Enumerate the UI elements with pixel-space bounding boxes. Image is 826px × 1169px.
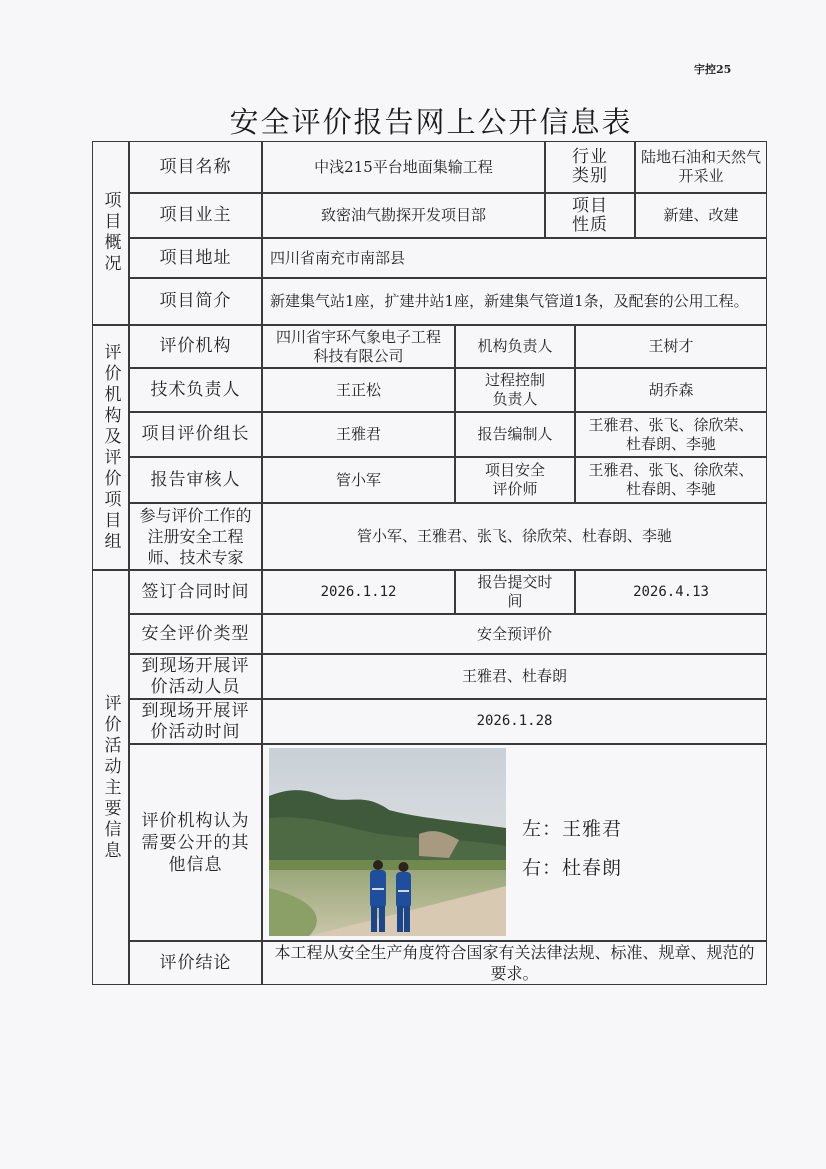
document-code: 宇控25 [694,63,732,76]
label-process-lead: 过程控制负责人 [455,368,575,412]
photo-caption-right: 右：杜春朗 [522,857,623,879]
label-nature: 项目性质 [545,193,635,238]
value-site-date: 2026.1.28 [262,699,767,744]
label-agency-lead: 机构负责人 [455,325,575,368]
section-activity: 评价活动主要信息 [92,570,129,985]
value-participants: 管小军、王雅君、张飞、徐欣荣、杜春朗、李驰 [262,503,767,570]
value-process-lead: 胡乔森 [575,368,767,412]
label-tech-lead: 技术负责人 [129,368,262,412]
label-agency: 评价机构 [129,325,262,368]
value-address: 四川省南充市南部县 [262,238,767,278]
label-submit-date: 报告提交时间 [455,570,575,614]
label-site-staff: 到现场开展评价活动人员 [129,654,262,699]
value-eval-type: 安全预评价 [262,614,767,654]
label-other-info: 评价机构认为需要公开的其他信息 [129,744,262,941]
value-industry: 陆地石油和天然气开采业 [635,141,767,193]
value-submit-date: 2026.4.13 [575,570,767,614]
value-report-author: 王雅君、张飞、徐欣荣、杜春朗、李驰 [575,412,767,457]
label-site-date: 到现场开展评价活动时间 [129,699,262,744]
label-report-author: 报告编制人 [455,412,575,457]
label-address: 项目地址 [129,238,262,278]
page-title: 安全评价报告网上公开信息表 [229,105,633,139]
label-conclusion: 评价结论 [129,941,262,985]
value-intro: 新建集气站1座，扩建井站1座，新建集气管道1条，及配套的公用工程。 [262,278,767,325]
label-intro: 项目简介 [129,278,262,325]
label-industry: 行业类别 [545,141,635,193]
value-reviewer: 管小军 [262,457,455,503]
info-table [92,141,767,985]
value-contract-date: 2026.1.12 [262,570,455,614]
value-owner: 致密油气勘探开发项目部 [262,193,545,238]
label-participants: 参与评价工作的注册安全工程师、技术专家 [129,503,262,570]
section-org: 评价机构及评价项目组 [92,325,129,570]
value-agency: 四川省宇环气象电子工程科技有限公司 [262,325,455,368]
value-conclusion: 本工程从安全生产角度符合国家有关法律法规、标准、规章、规范的要求。 [262,941,767,985]
site-photo [269,748,506,936]
label-contract-date: 签订合同时间 [129,570,262,614]
label-eval-type: 安全评价类型 [129,614,262,654]
photo-caption-left: 左：王雅君 [522,818,623,840]
label-team-lead: 项目评价组长 [129,412,262,457]
value-site-staff: 王雅君、杜春朗 [262,654,767,699]
value-tech-lead: 王正松 [262,368,455,412]
label-reviewer: 报告审核人 [129,457,262,503]
value-agency-lead: 王树才 [575,325,767,368]
value-safety-assessors: 王雅君、张飞、徐欣荣、杜春朗、李驰 [575,457,767,503]
value-team-lead: 王雅君 [262,412,455,457]
value-nature: 新建、改建 [635,193,767,238]
value-project-name: 中浅215平台地面集输工程 [262,141,545,193]
label-owner: 项目业主 [129,193,262,238]
label-project-name: 项目名称 [129,141,262,193]
label-safety-assessors: 项目安全评价师 [455,457,575,503]
section-overview: 项目概况 [92,141,129,325]
